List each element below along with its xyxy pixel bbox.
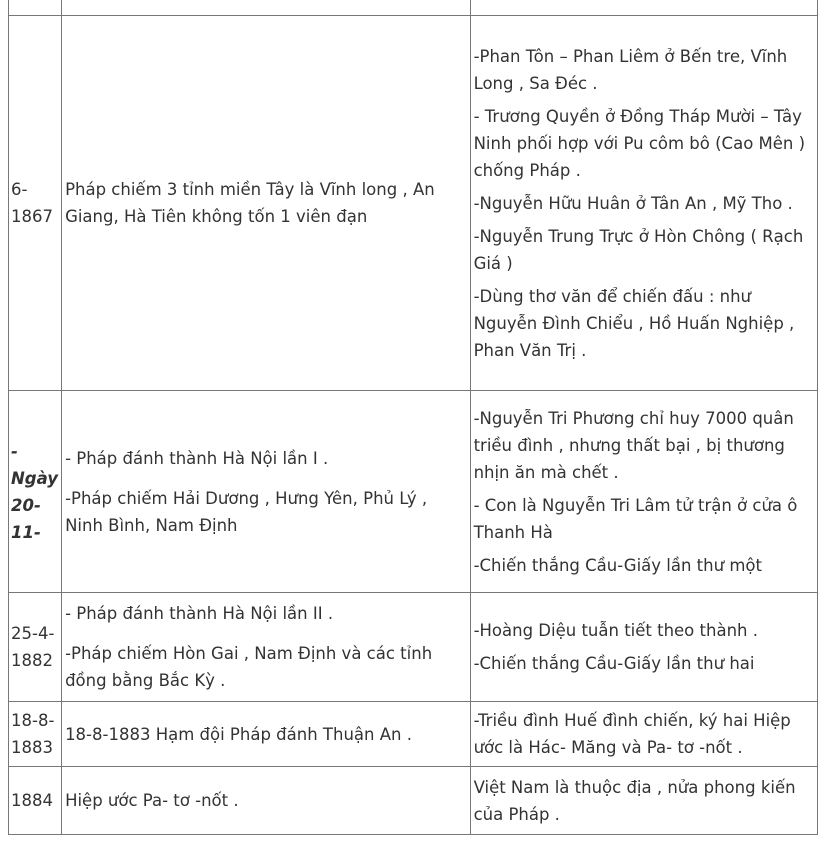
resistance-cell [470,767,817,835]
date-line: Ngày [11,468,59,488]
date-cell [9,767,62,835]
resistance-text: -Chiến thắng Cầu-Giấy lần thư một [473,555,762,575]
resistance-text: -Hoàng Diệu tuẫn tiết theo thành . [473,621,758,640]
date-line: 1884 [11,791,53,810]
date-cell [9,593,62,702]
resistance-cell [470,391,817,593]
event-cell [62,16,471,391]
resistance-text: -Nguyễn Trung Trực ở Hòn Chông ( Rạch Giá ) [473,226,804,273]
table-row [9,702,818,767]
resistance-text: -Chiến thắng Cầu-Giấy lần thư hai [473,654,755,673]
resistance-text: - Trương Quyền ở Đồng Tháp Mười – Tây Ninh phối hợp với Pu côm bô (Cao Mên ) chống Pháp . [473,106,806,180]
event-cell [62,593,471,702]
resistance-text: -Dùng thơ văn để chiến đấu : như Nguyễn Đình Chiểu , Hồ Huấn Nghiệp , Phan Văn Trị . [473,286,795,360]
event-cell [62,767,471,835]
table-row [9,16,818,391]
date-cell [9,702,62,767]
date-cell [9,391,62,593]
table-row [9,391,818,593]
date-line: 20-11- [11,495,41,542]
table-row [9,767,818,835]
resistance-text: -Nguyễn Hữu Huân ở Tân An , Mỹ Tho . [473,193,793,213]
event-text: Hiệp ước Pa- tơ -nốt . [65,791,239,810]
event-text: -Pháp chiếm Hòn Gai , Nam Định và các tỉnh đồng bằng Bắc Kỳ . [65,644,433,690]
resistance-text: Việt Nam là thuộc địa , nửa phong kiến của Pháp . [473,777,796,824]
date-line: 6- [11,180,28,199]
resistance-cell [470,0,817,16]
event-cell [62,0,471,16]
event-text: 18-8-1883 Hạm đội Pháp đánh Thuận An . [65,724,412,744]
date-cell [9,16,62,391]
resistance-text: - Con là Nguyễn Tri Lâm tử trận ở cửa ô Thanh Hà [473,495,798,542]
event-text: -Pháp chiếm Hải Dương , Hưng Yên, Phủ Lý , Ninh Bình, Nam Định [65,488,428,535]
date-line: 1882 [11,651,53,670]
event-text: - Pháp đánh thành Hà Nội lần I . [65,448,329,468]
date-line: 1883 [11,738,53,757]
date-line: 18-8- [11,711,55,730]
resistance-text: -Phan Tôn – Phan Liêm ở Bến tre, Vĩnh Long , Sa Đéc . [473,46,788,93]
event-cell [62,391,471,593]
history-table [8,0,818,835]
resistance-cell [470,16,817,391]
resistance-cell [470,702,817,767]
table-row [9,0,818,16]
date-line: 25-4- [11,624,55,643]
resistance-text: -Triều đình Huế đình chiến, ký hai Hiệp ước là Hác- Măng và Pa- tơ -nốt . [473,711,791,757]
event-cell [62,702,471,767]
event-text: Pháp chiếm 3 tỉnh miền Tây là Vĩnh long , An Giang, Hà Tiên không tốn 1 viên đạn [65,180,435,226]
resistance-text: -Nguyễn Tri Phương chỉ huy 7000 quân triều đình , nhưng thất bại , bị thương nhịn ăn mà chết . [473,408,794,482]
date-cell [9,0,62,16]
date-line: 1867 [11,207,53,226]
event-text: - Pháp đánh thành Hà Nội lần II . [65,604,334,623]
resistance-cell [470,593,817,702]
table-row [9,593,818,702]
date-line: - [11,441,18,461]
